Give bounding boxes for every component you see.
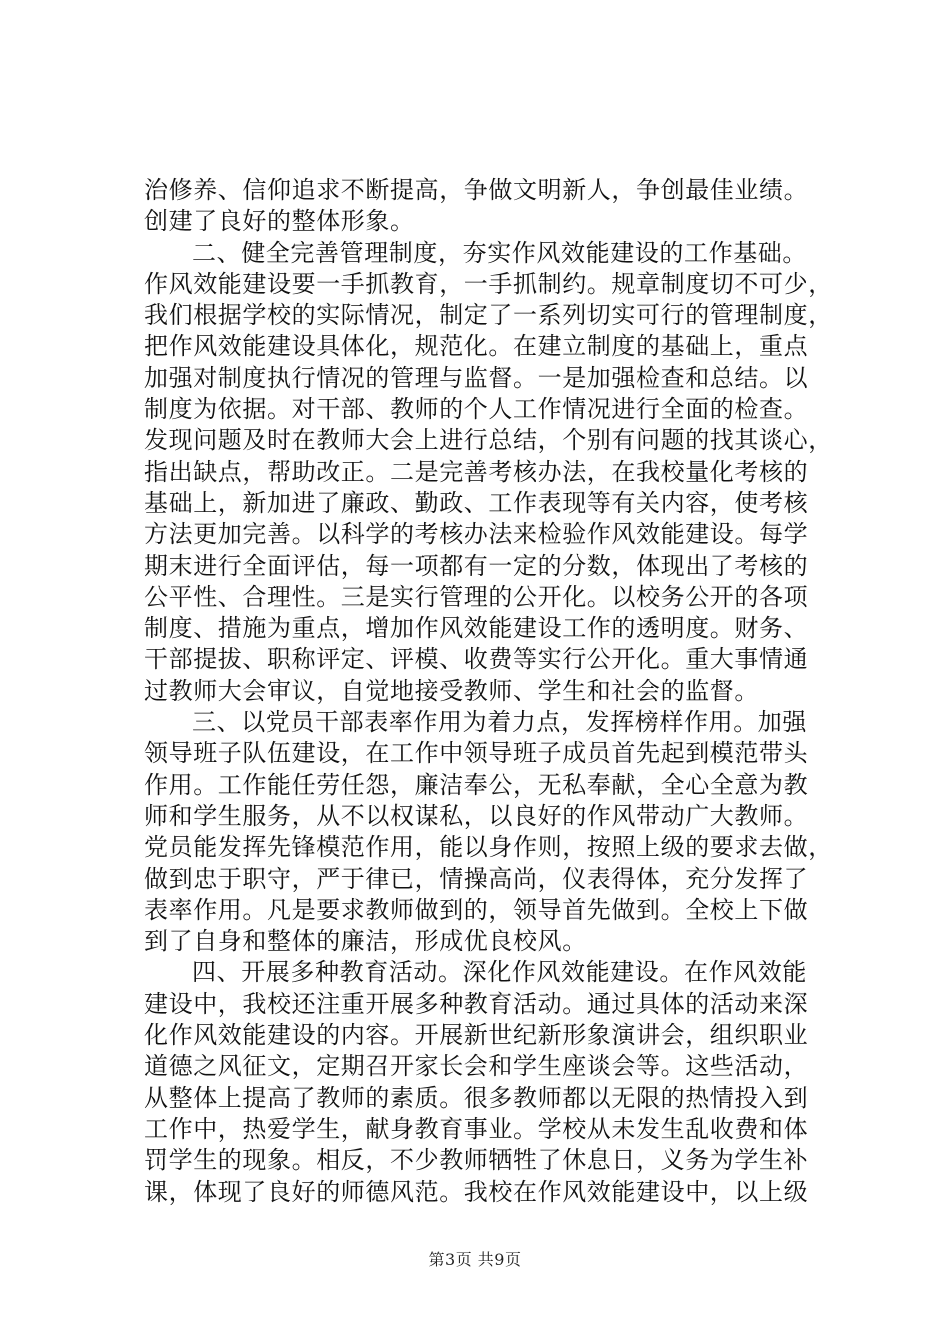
text-line: 把作风效能建设具体化，规范化。在建立制度的基础上，重点 bbox=[144, 332, 809, 361]
text-line: 干部提拔、职称评定、评模、收费等实行公开化。重大事情通 bbox=[144, 645, 809, 674]
text-line: 做到忠于职守，严于律已，情操高尚，仪表得体，充分发挥了 bbox=[144, 864, 809, 893]
text-line: 治修养、信仰追求不断提高，争做文明新人，争创最佳业绩。 bbox=[144, 176, 809, 204]
text-line: 课，体现了良好的师德风范。我校在作风效能建设中，以上级 bbox=[144, 1177, 809, 1206]
text-line: 党员能发挥先锋模范作用，能以身作则，按照上级的要求去做， bbox=[144, 833, 833, 862]
text-line: 基础上，新加进了廉政、勤政、工作表现等有关内容，使考核 bbox=[144, 488, 809, 517]
text-line: 从整体上提高了教师的素质。很多教师都以无限的热情投入到 bbox=[144, 1083, 809, 1112]
text-line: 期末进行全面评估，每一项都有一定的分数，体现出了考核的 bbox=[144, 551, 809, 580]
text-line: 表率作用。凡是要求教师做到的，领导首先做到。全校上下做 bbox=[144, 895, 809, 924]
text-line: 作风效能建设要一手抓教育，一手抓制约。规章制度切不可少， bbox=[144, 269, 833, 298]
text-line: 道德之风征文，定期召开家长会和学生座谈会等。这些活动， bbox=[144, 1052, 809, 1081]
paragraph-start-line: 四、开展多种教育活动。深化作风效能建设。在作风效能 bbox=[192, 958, 807, 987]
text-line: 我们根据学校的实际情况，制定了一系列切实可行的管理制度， bbox=[144, 301, 833, 330]
text-line: 作用。工作能任劳任怨，廉洁奉公，无私奉献，全心全意为教 bbox=[144, 770, 809, 799]
text-line: 到了自身和整体的廉洁，形成优良校风。 bbox=[144, 927, 587, 956]
text-line: 制度、措施为重点，增加作风效能建设工作的透明度。财务、 bbox=[144, 614, 809, 643]
text-line: 建设中，我校还注重开展多种教育活动。通过具体的活动来深 bbox=[144, 989, 809, 1018]
text-line: 工作中，热爱学生，献身教育事业。学校从未发生乱收费和体 bbox=[144, 1114, 809, 1143]
text-line: 制度为依据。对干部、教师的个人工作情况进行全面的检查。 bbox=[144, 395, 809, 424]
text-line: 罚学生的现象。相反，不少教师牺牲了休息日，义务为学生补 bbox=[144, 1146, 809, 1175]
text-line: 发现问题及时在教师大会上进行总结，个别有问题的找其谈心， bbox=[144, 426, 833, 455]
paragraph-start-line: 三、以党员干部表率作用为着力点，发挥榜样作用。加强 bbox=[192, 708, 807, 737]
page-footer: 第3页 共9页 bbox=[428, 1250, 522, 1269]
text-line: 过教师大会审议，自觉地接受教师、学生和社会的监督。 bbox=[144, 676, 759, 705]
text-line: 师和学生服务，从不以权谋私，以良好的作风带动广大教师。 bbox=[144, 801, 809, 830]
text-line: 方法更加完善。以科学的考核办法来检验作风效能建设。每学 bbox=[144, 520, 809, 549]
text-line: 指出缺点，帮助改正。二是完善考核办法，在我校量化考核的 bbox=[144, 457, 809, 486]
text-line: 领导班子队伍建设，在工作中领导班子成员首先起到模范带头 bbox=[144, 739, 809, 768]
text-line: 加强对制度执行情况的管理与监督。一是加强检查和总结。以 bbox=[144, 363, 809, 392]
text-line: 创建了良好的整体形象。 bbox=[144, 207, 415, 236]
paragraph-start-line: 二、健全完善管理制度，夯实作风效能建设的工作基础。 bbox=[192, 238, 807, 267]
document-body bbox=[144, 175, 834, 1208]
text-line: 公平性、合理性。三是实行管理的公开化。以校务公开的各项 bbox=[144, 582, 809, 611]
text-line: 化作风效能建设的内容。开展新世纪新形象演讲会，组织职业 bbox=[144, 1021, 809, 1050]
